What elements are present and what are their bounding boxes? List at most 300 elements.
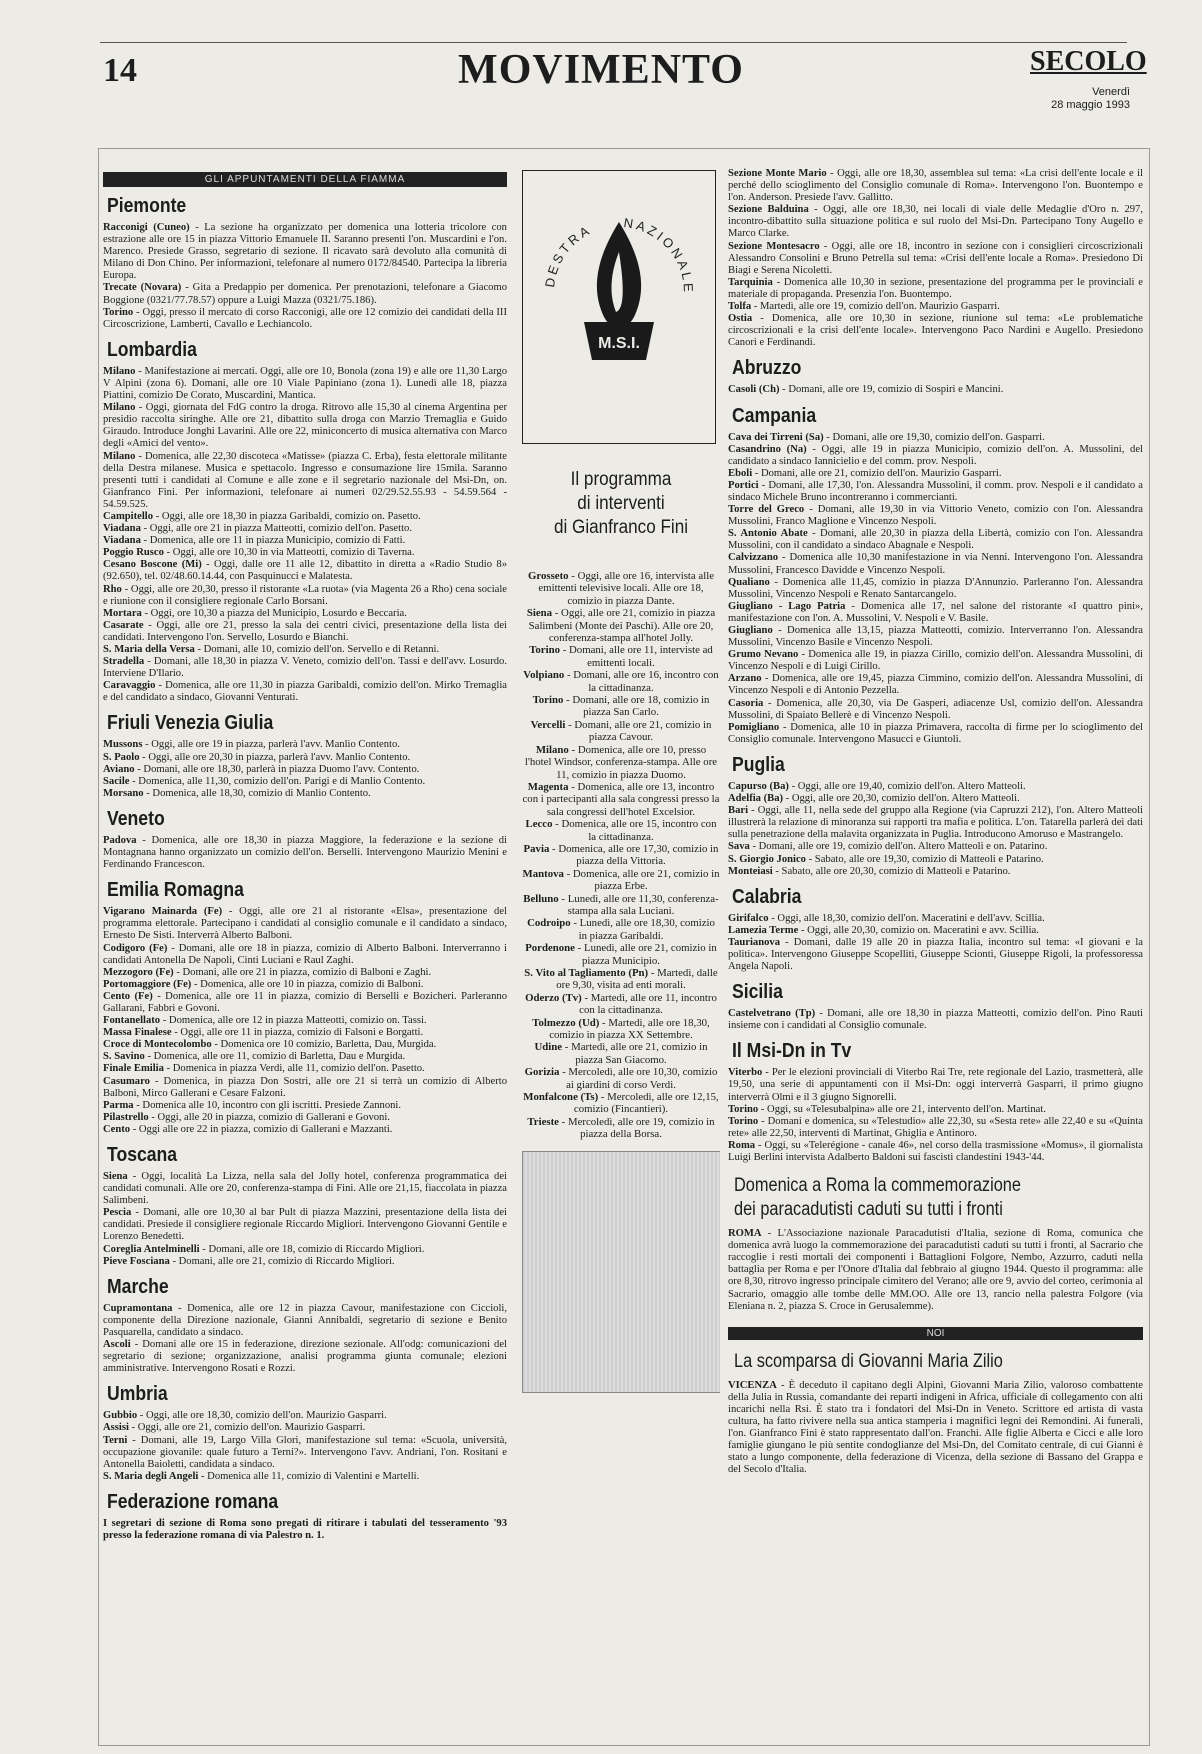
entry-text: - La sezione ha organizzato per domenica una lotteria tricolore con estrazione alle ore 15 in piazza Vittorio Emanuele II. Saranno presenti l'on. Muscardini e l'on. Marenco. Presiede Grasso, segretario di sezione. Il ricavato sarà devoluto alla comunità di Milano di Don Chino. Per informazioni, telefonare al numero 0172/84540. Partecipa la libreria Europa. <box>103 222 507 282</box>
entry-place: Mussons <box>103 739 143 751</box>
story-headline <box>734 1174 1086 1222</box>
entry-place: Racconigi (Cuneo) <box>103 222 190 233</box>
entry-place: Giugliano - Lago Patria <box>728 600 846 612</box>
entry-place: Portici <box>728 479 759 491</box>
entry-text: - Oggi, alle ore 21, presso la sala dei centri civici, presentazione della lista dei candidati. Intervengono l'on. Servello, Losurdo e Bianchi. <box>103 619 507 643</box>
entry-text: - Domani, alle ore 19, comizio dell'on. Altero Matteoli e on. Patarino. <box>749 841 1048 853</box>
region-heading: Toscana <box>107 1144 178 1166</box>
entry-text: - Domenica, alle ore 12 in piazza Cavour, manifestazione con Ciccioli, componente della Direzione nazionale, Gianni Annibaldi, segretario di sezione e Benito Pasquarella, candidato a sindaco. <box>103 1302 507 1338</box>
appointment-entry <box>728 204 1143 240</box>
appointment-entry <box>103 282 507 306</box>
appointment-entry <box>103 535 507 547</box>
appointment-entry <box>103 1124 507 1136</box>
entry-place: Magenta <box>527 780 569 793</box>
entry-text: - Oggi, alle 20,30, comizio on. Maceratini e avv. Scillia. <box>798 924 1039 936</box>
entry-place: Pomigliano <box>728 721 780 733</box>
entry-place: Cento <box>103 1123 131 1135</box>
entry-place: Codroipo <box>527 917 571 930</box>
entry-place: Coreglia Antelminelli <box>103 1243 200 1255</box>
appointment-entry <box>103 1303 507 1339</box>
appointment-entry <box>728 1116 1143 1140</box>
appointment-entry <box>103 752 507 764</box>
svg-text:DESTRA <box>542 222 594 289</box>
entry-text: - Oggi, alle ore 21, comizio in piazza Salimbeni (Monte dei Paschi). Alle ore 20, conferenza-stampa all'hotel Jolly. <box>528 607 716 645</box>
entry-text: - Oggi, alle ore 11 in piazza, comizio di Falsoni e Borgatti. <box>171 1027 424 1039</box>
entry-text: - Manifestazione ai mercati. Oggi, alle ore 10, Bonola (zona 19) e alle ore 11,30 Largo V Alpini (zona 6). Domani, alle ore 10 Viale Papiniano (zona 1). Lunedì alle 18, piazza Piattini, comizio De Corato, Muscardini, Mantica. <box>103 365 507 402</box>
appointment-entry <box>728 866 1143 878</box>
entry-place: Vercelli <box>530 718 566 731</box>
entry-text: - Oggi, alle ore 20,30, presso il ristorante «La ruota» (via Magenta 26 a Rho) cena sociale e riunione con il consigliere regionale Carlo Borsani. <box>103 583 507 607</box>
entry-place: Milano <box>103 450 136 462</box>
appointment-entry <box>103 307 507 331</box>
entry-place: Milano <box>535 743 569 756</box>
appointment-entry <box>728 601 1143 625</box>
entry-text: - Oggi, alle ore 18, incontro in sezione con i consiglieri circoscrizionali Alessandro Consolini e Bruno Petrella sul tema: «Crisi dell'ente locale a Roma». Presiedono Di Biagi e Serena Nicoletti. <box>728 240 1143 276</box>
fini-title-line: di interventi <box>577 493 665 514</box>
appointment-entry <box>522 644 720 669</box>
fini-program-title <box>532 468 710 540</box>
appointment-entry <box>728 528 1143 552</box>
appointment-entry <box>728 937 1143 973</box>
entry-text: - Domenica alle 17, nel salone del ristorante «I quattro pini», manifestazione con l'on. A. Mussolini, V. Nespoli e V. Basile. <box>728 600 1143 624</box>
entry-place: Qualiano <box>728 576 770 588</box>
entry-place: S. Antonio Abate <box>728 528 808 540</box>
appointment-entry <box>728 480 1143 504</box>
entry-place: Sezione Balduina <box>728 204 809 216</box>
appointment-entry <box>522 607 720 644</box>
entry-text: - Domenica, alle ore 13, incontro con i partecipanti alla sala congressi presso la sala congressi dell'hotel Excelsior. <box>522 780 720 818</box>
entry-text: - Domani, alle ore 10,30 al bar Pult di piazza Mazzini, presentazione della lista dei candidati. Presiede il consigliere regionale Riccardo Migliori. Intervengono Giovanni Gentile e Lorenzo Benedetti. <box>103 1207 507 1243</box>
appointment-entry <box>728 673 1143 697</box>
entry-place: Pordenone <box>525 942 575 955</box>
appointment-entry <box>103 547 507 559</box>
noi-banner: NOI <box>728 1327 1143 1340</box>
appointment-entry <box>522 1017 720 1042</box>
appointment-entry <box>728 649 1143 673</box>
appointment-entry <box>728 1104 1143 1116</box>
appointment-entry <box>103 584 507 608</box>
entry-text: - Oggi, alle ore 18,30, comizio dell'on. Maurizio Gasparri. <box>137 1410 387 1422</box>
entry-place: Parma <box>103 1099 134 1111</box>
entry-text: - Oggi, presso il mercato di corso Racconigi, alle ore 12 comizio dei candidati della III Circoscrizione, Lamberti, Cavallo e Lechiancolo. <box>103 306 507 330</box>
entry-place: Casandrino (Na) <box>728 443 807 455</box>
entry-place: Massa Finalese <box>103 1027 172 1039</box>
entry-place: Mantova <box>522 867 564 880</box>
entry-place: Arzano <box>728 673 762 685</box>
appointment-entry <box>728 698 1143 722</box>
appointment-entry <box>522 843 720 868</box>
entry-place: Milano <box>103 365 136 377</box>
appointment-entry <box>522 669 720 694</box>
entry-place: Torino <box>728 1103 759 1115</box>
entry-place: S. Vito al Tagliamento (Pn) <box>524 967 649 979</box>
entry-text: - Domani, alle ore 18,30 in piazza Matteotti, comizio dell'on. Pino Rauti insieme con i candidati al Consiglio comunale. <box>728 1008 1143 1032</box>
appointment-entry <box>522 917 720 942</box>
entry-place: Torino <box>532 694 564 707</box>
entry-text: - Domani, alle ore 21, comizio in piazza Cavour. <box>565 718 712 744</box>
entry-place: Volpiano <box>523 669 565 682</box>
entry-text: - Domani, alle 10, comizio dell'on. Servello e di Retanni. <box>194 644 440 655</box>
story-dateline: ROMA <box>728 1228 762 1240</box>
entry-place: S. Paolo <box>103 751 140 763</box>
entry-text: - Domani, alle ore 18 in piazza, comizio di Alberto Balboni. Interverranno i candidati Antonella De Napoli, Cinti Luciani e Raul Zaghi. <box>103 942 507 966</box>
appointment-entry <box>103 979 507 991</box>
entry-place: Gorizia <box>524 1066 560 1079</box>
entry-place: Oderzo (Tv) <box>525 991 582 1004</box>
entry-place: S. Maria degli Angeli <box>103 1470 199 1482</box>
entry-place: Grosseto <box>527 570 569 582</box>
entry-place: Tolfa <box>728 301 752 313</box>
appointment-entry <box>728 301 1143 313</box>
entry-text: - Sabato, alle ore 19,30, comizio di Matteoli e Patarino. <box>805 853 1044 865</box>
appointment-entry <box>728 1140 1143 1164</box>
logo-ring-left: DESTRA <box>541 221 595 289</box>
entry-text: - Domenica, alle ore 18,30 in piazza Maggiore, la federazione e la sezione di Montagnana hanno organizzato un comizio dell'on. Berselli. Intervengono Maurizio Menini e Ferdinando Francescon. <box>103 834 507 871</box>
entry-text: - Domani, alle 17,30, l'on. Alessandra Mussolini, il comm. prov. Nespoli e il candidato a sindaco Michele Bruno incontreranno i commercianti. <box>728 479 1143 503</box>
entry-text: - Oggi, località La Lizza, nella sala del Jolly hotel, conferenza programmatica dei candidati comunali. Alle ore 20, conferenza-stampa di Fini. Alle ore 21,15, fiaccolata in piazza Salimbeni. <box>103 1171 507 1207</box>
entry-text: - Domani, alle 19, Largo Villa Glori, manifestazione sul tema: «Scuola, università, occupazione giovanile: quale futuro a Terni?». Intervengono l'avv. Andriani, l'on. Rositani e Antonella Baioletti, candidata a sindaco. <box>103 1434 507 1470</box>
entry-text: - Oggi, alle ore 20,30 in piazza, parlerà l'avv. Manlio Contento. <box>139 751 411 763</box>
entry-text: - Domani, alle 20,30 in piazza della Libertà, comizio con l'on. Alessandra Mussolini, con il candidato a sindaco Abagnale e Nespoli. <box>728 528 1143 552</box>
appointment-entry <box>103 366 507 402</box>
appointment-entry <box>103 1471 507 1483</box>
entry-place: Milano <box>103 402 136 414</box>
entry-place: Viadana <box>103 523 141 535</box>
entry-place: Vigarano Mainarda (Fe) <box>103 906 223 918</box>
entry-text: - Domenica in piazza Verdi, alle 11, comizio dell'on. Pasetto. <box>163 1063 425 1075</box>
obituary-headline: La scomparsa di Giovanni Maria Zilio <box>734 1350 1003 1372</box>
entry-text: - Oggi, alle ore 18,30, assemblea sul tema: «La crisi dell'ente locale e il perché dello scioglimento del Consiglio comunale di Roma». Intervengono l'on. Buontempo e l'on. Anderson. Presiede l'avv. Gallitto. <box>728 168 1143 204</box>
entry-place: Capurso (Ba) <box>728 780 789 792</box>
entry-place: Adelfia (Ba) <box>728 793 784 805</box>
entry-text: - Domenica, alle ore 11 in piazza, comizio di Berselli e Bozicheri. Parleranno Gallarani, Fabbri e Govoni. <box>103 990 507 1014</box>
entry-place: Casarate <box>103 619 144 631</box>
entry-place: Poggio Rusco <box>103 547 164 559</box>
entry-place: Cento (Fe) <box>103 990 153 1002</box>
photo-placeholder <box>522 1151 720 1393</box>
appointment-entry <box>103 1410 507 1422</box>
entry-text: - Oggi, alle 19 in piazza Municipio, comizio dell'on. A. Mussolini, del candidato a sindaco Iannicielio e del comm. prov. Nespoli. <box>728 443 1143 467</box>
issue-date <box>1050 86 1130 112</box>
entry-place: Stradella <box>103 656 145 668</box>
entry-place: Casoria <box>728 697 764 709</box>
entry-text: - Martedì, alle ore 21, comizio in piazza San Giacomo. <box>562 1041 708 1066</box>
appointment-entry <box>103 402 507 450</box>
entry-text: - Domenica alle 11,45, comizio in piazza D'Annunzio. Parleranno l'on. Alessandra Mussolini, Vincenzo Nespoli e Renato Santarcangelo. <box>728 576 1143 600</box>
appointment-entry <box>103 776 507 788</box>
appointment-entry <box>103 1112 507 1124</box>
entry-place: Pilastrello <box>103 1111 149 1123</box>
entry-text: - Oggi, alle ore 10,30 in via Matteotti, comizio di Taverna. <box>163 547 415 559</box>
region-heading: Marche <box>107 1275 169 1298</box>
appointment-entry <box>103 680 507 704</box>
entry-place: Sacile <box>103 775 130 787</box>
entry-place: Portomaggiore (Fe) <box>103 978 192 990</box>
entry-text: - Oggi, alle ore 21 in piazza Matteotti, comizio dell'on. Pasetto. <box>140 523 412 535</box>
appointment-entry <box>522 942 720 967</box>
entry-place: Tarquinia <box>728 276 773 288</box>
appointment-entry <box>103 1244 507 1256</box>
entry-text: - Oggi, alle ore 19,40, comizio dell'on. Altero Matteoli. <box>788 780 1026 792</box>
appointment-entry <box>522 1091 720 1116</box>
entry-place: Codigoro (Fe) <box>103 942 168 954</box>
appointment-entry <box>103 906 507 942</box>
entry-place: Taurianova <box>728 936 781 948</box>
appointment-entry <box>728 313 1143 349</box>
appointment-entry <box>522 744 720 781</box>
entry-text: - Domani, alle ore 19,30, comizio dell'on. Gasparri. <box>823 431 1045 443</box>
entry-place: Rho <box>103 583 122 595</box>
appointment-entry <box>522 694 720 719</box>
region-heading: Calabria <box>732 885 802 908</box>
entry-place: Ascoli <box>103 1339 131 1351</box>
appointment-entry <box>728 781 1143 793</box>
entry-place: Viterbo <box>728 1067 763 1079</box>
entry-place: Giugliano <box>728 625 773 636</box>
entry-text: - Oggi, alle ore 16, intervista alle emittenti televisive locali. Alle ore 18, comizio in piazza Dante. <box>538 570 714 607</box>
entry-place: Bari <box>728 805 749 817</box>
appointment-entry <box>728 1008 1143 1032</box>
fini-title-line: di Gianfranco Fini <box>553 517 689 538</box>
entry-text: - Mercoledì, alle ore 10,30, comizio ai giardini di corso Verdi. <box>559 1066 718 1091</box>
appointment-entry <box>728 793 1143 805</box>
appointment-entry <box>103 739 507 751</box>
entry-place: Morsano <box>103 787 144 799</box>
appointment-entry <box>728 1067 1143 1103</box>
entry-place: Girifalco <box>728 912 769 924</box>
entry-place: Sezione Montesacro <box>728 240 820 252</box>
story-body <box>728 1228 1143 1313</box>
entry-place: Udine <box>534 1041 563 1054</box>
appointment-entry <box>728 913 1143 925</box>
appointment-entry <box>728 468 1143 480</box>
entry-text: - Domenica, alle ore 11,30 in piazza Garibaldi, comizio dell'on. Mirko Tremaglia e del candidato a sindaco, Giovanni Venturati. <box>103 680 507 704</box>
entry-text: - Oggi, alle ore 20,30, comizio dell'on. Altero Matteoli. <box>783 793 1020 805</box>
appointment-entry <box>522 1041 720 1066</box>
entry-place: Torino <box>728 1115 759 1127</box>
entry-place: Roma <box>728 1139 756 1151</box>
entry-place: Ostia <box>728 313 753 325</box>
entry-text: - Domani, dalle 19 alle 20 in piazza Italia, incontro sul tema: «I giovani e la politica». Intervengono Giuseppe Scopelliti, Giuseppe Scionti, Giuseppe Rigoli, la professoressa Angela Napoli. <box>728 936 1143 973</box>
entry-text: - Martedì, alle ore 11, incontro con la cittadinanza. <box>579 991 717 1017</box>
entry-text: - Domenica, alle ore 12 in piazza Matteotti, comizio on. Tassi. <box>160 1015 427 1027</box>
entry-text: - Oggi, alle ore 21 al ristorante «Elsa», presentazione del programma elettorale. Partecipano i candidati al consiglio comunale e il candidato a sindaco, Ernesto De Sisti. Interverrà Alberto Balboni. <box>103 906 507 942</box>
page-number: 14 <box>103 52 137 89</box>
entry-text: - Domenica, alle ore 11 in piazza Municipio, comizio di Fatti. <box>140 535 406 547</box>
entry-text: - Oggi, alle 18,30, comizio dell'on. Maceratini e dell'avv. Scillia. <box>768 912 1045 924</box>
appointment-entry <box>103 1339 507 1375</box>
region-heading: Abruzzo <box>732 357 802 380</box>
entry-text: - Domenica, alle ore 10, presso l'hotel Windsor, conferenza-stampa. Alle ore 11, comizio in piazza Duomo. <box>524 743 718 781</box>
region-heading: Sicilia <box>732 981 783 1004</box>
entry-text: - Domenica, alle 10 in piazza Primavera, raccolta di firme per lo scioglimento del Consiglio comunale. Intervengono Masucci e Giuntoli. <box>728 721 1143 745</box>
entry-place: Gubbio <box>103 1410 138 1422</box>
entry-text: - Oggi alle ore 22 in piazza, comizio di Gallerani e Mazzanti. <box>130 1123 393 1135</box>
entry-place: S. Giorgio Jonico <box>728 853 806 865</box>
entry-place: Pieve Fosciana <box>103 1255 170 1267</box>
entry-place: Cesano Boscone (Mi) <box>103 559 202 571</box>
appointment-entry <box>728 277 1143 301</box>
story-headline-line: dei paracadutisti caduti su tutti i fronti <box>734 1199 1003 1221</box>
appointment-entry <box>728 384 1143 396</box>
entry-text: - Domani alle ore 15 in federazione, direzione sezionale. All'odg: comunicazioni del segretario di sezione; organizzazione, analisi programma giunta comunale; elezioni amministrative. Intervengono Rosati e Rozzi. <box>103 1339 507 1375</box>
entry-text: - Oggi, alle ore 19 in piazza, parlerà l'avv. Manlio Contento. <box>142 739 400 751</box>
appointment-entry <box>522 719 720 744</box>
lazio-list <box>728 168 1143 349</box>
entry-text: - Martedì, dalle ore 9,30, visita ad enti morali. <box>556 967 718 992</box>
region-heading: Il Msi-Dn in Tv <box>732 1040 852 1063</box>
appointment-entry <box>728 444 1143 468</box>
entry-place: Viadana <box>103 535 141 547</box>
entry-place: Casoli (Ch) <box>728 384 780 396</box>
entry-text: - Domenica, alle ore 21, comizio in piazza Erbe. <box>563 867 720 893</box>
entry-text: - Domenica, alle ore 10,30 in sezione, riunione sul tema: «Le problematiche circoscrizionali e la crisi dell'ente locale». Intervengono Paco Nardini e Augello. Presiedono Canori e Ferdinandi. <box>728 313 1143 349</box>
entry-text: - Domani, alle 18,30 in piazza V. Veneto, comizio dell'on. Tassi e dell'avv. Losurdo. Interviene D'Ilario. <box>103 656 507 680</box>
entry-place: Cupramontana <box>103 1302 173 1314</box>
entry-place: Mortara <box>103 607 142 619</box>
entry-text: - Lunedì, alle ore 18,30, comizio in piazza Garibaldi. <box>570 917 715 942</box>
fini-program-list <box>522 570 720 1141</box>
region-heading: Friuli Venezia Giulia <box>107 712 274 735</box>
obituary-body <box>728 1380 1143 1477</box>
newspaper-logo[interactable]: SECOLO <box>1030 46 1147 77</box>
entry-place: Lamezia Terme <box>728 924 799 936</box>
appointment-entry <box>728 168 1143 204</box>
entry-text: - Domani, alle ore 19, comizio di Sospiri e Mancini. <box>779 384 1004 396</box>
entry-text: - Domani, alle ore 18, comizio in piazza San Carlo. <box>563 694 710 719</box>
entry-text: - Sabato, alle ore 20,30, comizio di Matteoli e Patarino. <box>772 865 1011 877</box>
appointments-banner: GLI APPUNTAMENTI DELLA FIAMMA <box>103 172 507 187</box>
region-heading: Veneto <box>107 807 165 830</box>
appointment-entry <box>103 1435 507 1471</box>
entry-place: Monfalcone (Ts) <box>523 1091 599 1104</box>
appointment-entry <box>728 841 1143 853</box>
entry-place: Tolmezzo (Ud) <box>532 1016 600 1029</box>
fini-title-line: Il programma <box>570 469 672 490</box>
appointments-column <box>103 170 507 1740</box>
region-heading: Lombardia <box>107 338 197 361</box>
region-heading: Umbria <box>107 1383 168 1406</box>
entry-text: - Lunedì, alle ore 21, comizio in piazza Municipio. <box>574 942 717 967</box>
region-heading: Puglia <box>732 753 785 776</box>
appointment-entry <box>103 788 507 800</box>
region-heading: Emilia Romagna <box>107 879 244 902</box>
entry-place: Lecco <box>525 818 553 831</box>
entry-text: - Domenica, alle ore 10 in piazza, comizio di Balboni. <box>191 978 424 990</box>
appointment-entry <box>522 1066 720 1091</box>
appointment-entry <box>103 608 507 620</box>
entry-text: - Oggi, alle ore 21, comizio dell'on. Maurizio Gasparri. <box>128 1422 366 1434</box>
appointment-entry <box>103 991 507 1015</box>
entry-place: Campitello <box>103 510 154 522</box>
entry-place: Sezione Monte Mario <box>728 168 827 179</box>
appointment-entry <box>103 835 507 871</box>
appointment-entry <box>103 967 507 979</box>
entry-text: - Domenica, alle 18,30, comizio di Manlio Contento. <box>143 787 371 799</box>
entry-place: S. Maria della Versa <box>103 644 195 655</box>
entry-place: Grumo Nevano <box>728 649 799 661</box>
appointment-entry <box>728 241 1143 277</box>
appointment-entry <box>728 925 1143 937</box>
appointment-entry <box>103 1051 507 1063</box>
appointment-entry <box>103 1015 507 1027</box>
entry-place: Torino <box>103 306 134 318</box>
entry-text: - Domani, alle ore 18,30, parlerà in piazza Duomo l'avv. Contento. <box>134 763 420 775</box>
story-headline-line: Domenica a Roma la commemorazione <box>734 1175 1021 1197</box>
appointment-entry <box>728 854 1143 866</box>
entry-text: - Domani, alle ore 11, interviste ad emittenti locali. <box>560 644 713 669</box>
flame-emblem-icon <box>534 182 704 432</box>
appointment-entry <box>522 570 720 607</box>
entry-text: - Domenica alle 10,30 manifestazione in via Nenni. Intervengono l'on. Alessandra Mussolini, Francesco Davidde e Vincenzo Nespoli. <box>728 552 1143 576</box>
logo-ring-right: NAZIONALE <box>622 214 697 296</box>
appointment-entry <box>103 1076 507 1100</box>
section-title: MOVIMENTO <box>458 47 744 93</box>
entry-place: Cava dei Tirreni (Sa) <box>728 431 824 443</box>
entry-text: - Oggi, dalle ore 11 alle 12, dibattito in diretta a «Radio Studio 8» (92.650), tel. 02/48.60.14.44, con Pasquinucci e Malatesta. <box>103 559 507 583</box>
issue-day: Venerdì <box>1092 86 1130 98</box>
entry-text: - Domani, alle 19,30 in via Vittorio Veneto, comizio con l'on. Alessandra Mussolini, Franco Maglione e Vincenzo Nespoli. <box>728 504 1143 528</box>
regional-sections <box>728 357 1143 1164</box>
entry-place: Torino <box>529 644 560 657</box>
msi-logo <box>522 170 716 444</box>
entry-text: - Oggi, alle 20 in piazza, comizio di Gallerani e Govoni. <box>148 1111 390 1123</box>
entry-place: Terni <box>103 1434 128 1446</box>
entry-text: - Domenica alle 19, in piazza Cirillo, comizio dell'on. Alessandra Mussolini, di Vincenzo Nespoli e di Luigi Cirillo. <box>728 649 1143 673</box>
entry-place: Croce di Montecolombo <box>103 1039 212 1051</box>
entry-place: Pavia <box>523 842 550 855</box>
entry-place: Siena <box>526 607 553 620</box>
entry-place: Fontanellato <box>103 1015 161 1027</box>
regional-column <box>728 168 1143 1744</box>
entry-text: - Domenica, alle 20,30, via De Gasperi, adiacenze Usl, comizio dell'on. Alessandra Mussolini, di Spaiato Bellerè e di Vincenzo Nespoli. <box>728 697 1143 721</box>
entry-text: - Domenica alle 10,30 in sezione, presentazione del programma per le provinciali e materiale di propaganda. Presenzia l'on. Buontempo. <box>728 276 1143 300</box>
fini-program-column <box>522 168 720 1738</box>
entry-text: - Domani, alle ore 16, incontro con la cittadinanza. <box>564 669 719 694</box>
appointment-entry <box>728 552 1143 576</box>
appointment-entry <box>103 943 507 967</box>
appointment-entry <box>522 781 720 818</box>
appointment-entry <box>522 868 720 893</box>
entry-place: I segretari di sezione di Roma sono pregati di ritirare i tabulati del tesseramento '93 presso la federazione romana di via Palestro n. 1. <box>103 1517 507 1541</box>
entry-place: Belluno <box>523 892 559 905</box>
appointment-entry <box>522 818 720 843</box>
entry-text: - Domenica alle 10, incontro con gli iscritti. Presiede Zannoni. <box>133 1099 402 1111</box>
appointment-entry <box>103 523 507 535</box>
entry-place: Casumaro <box>103 1075 150 1087</box>
appointment-entry <box>728 805 1143 841</box>
entry-text: - Domenica ore 10 comizio, Barletta, Dau, Murgida. <box>211 1039 437 1051</box>
obituary-dateline: VICENZA <box>728 1379 777 1391</box>
region-heading: Campania <box>732 404 817 427</box>
entry-place: Padova <box>103 834 137 846</box>
entry-text: - Mercoledì, alle ore 19, comizio in piazza della Borsa. <box>558 1115 715 1141</box>
issue-date-text: 28 maggio 1993 <box>1051 99 1130 111</box>
entry-place: Siena <box>103 1171 128 1182</box>
appointment-entry <box>728 722 1143 746</box>
entry-text: - Domani, alle ore 18, comizio di Riccardo Migliori. <box>199 1243 425 1255</box>
entry-text: - Oggi, giornata del FdG contro la droga. Ritrovo alle 15,30 al cinema Argentina per presidio raccolta siringhe. Alle ore 21, dibattito sulla droga con Marzio Tremaglia e Guido Giraudo. Introduce Jonghi Lavarini. Alle ore 22, miniconcerto di musica alternativa con Marco degli «Amici del vento». <box>103 402 507 450</box>
region-heading: Piemonte <box>107 195 187 217</box>
entry-text: - Oggi, alle ore 18,30 in piazza Garibaldi, comizio on. Pasetto. <box>153 510 421 522</box>
appointment-entry <box>103 764 507 776</box>
entry-place: Caravaggio <box>103 680 156 692</box>
appointment-entry <box>103 1518 507 1542</box>
entry-text: - Oggi, su «Telesubalpina» alle ore 21, intervento dell'on. Martinat. <box>758 1103 1046 1115</box>
appointment-entry <box>522 1116 720 1141</box>
entry-place: Mezzogoro (Fe) <box>103 966 174 978</box>
entry-text: - Oggi, alle ore 18,30, nei locali di viale delle Medaglie d'Oro n. 297, incontro-dibattito sulla situazione politica e sul ruolo del Msi-Dn. Partecipano Tony Augello e Marco Clarke. <box>728 204 1143 240</box>
